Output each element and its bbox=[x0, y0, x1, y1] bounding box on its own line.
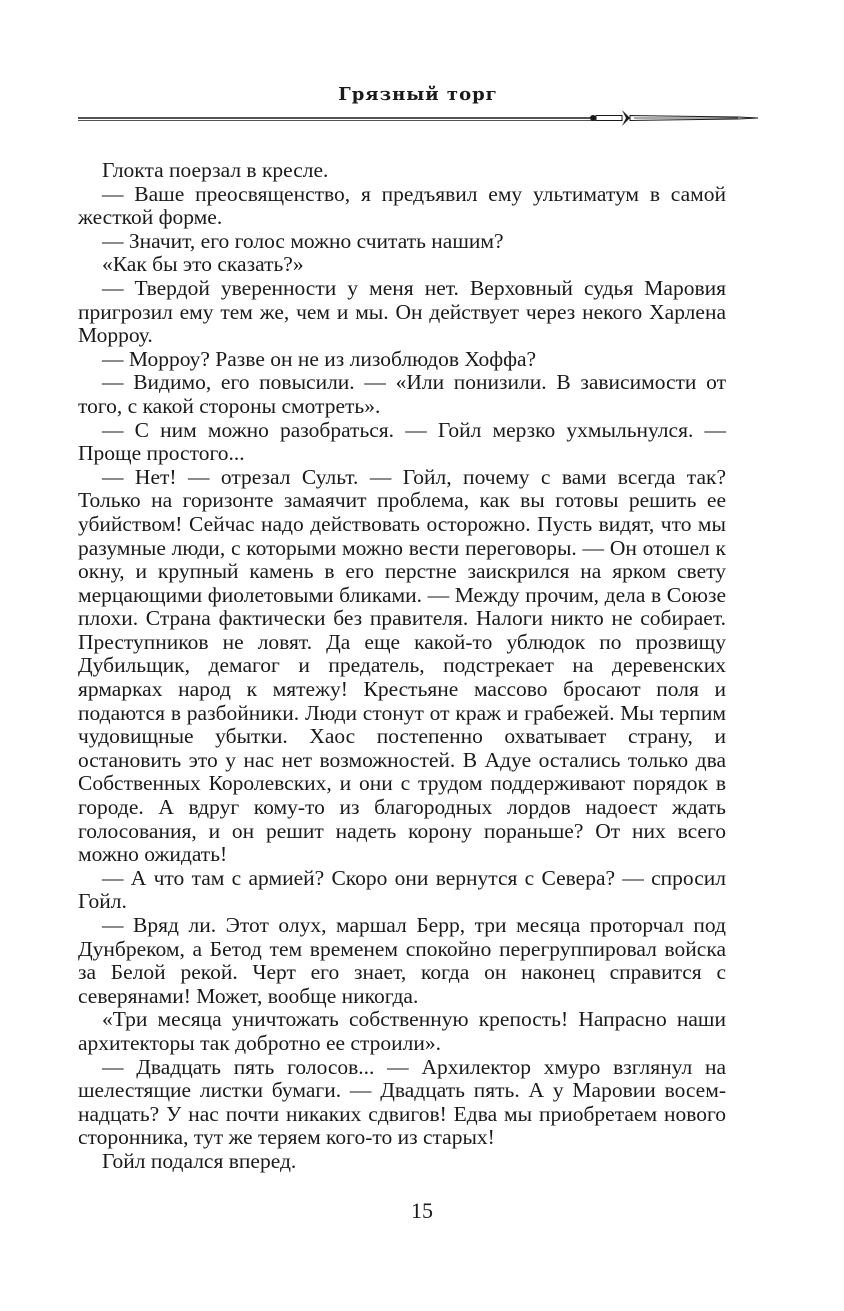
page-header bbox=[78, 82, 758, 132]
paragraph: — А что там с армией? Скоро они вернутся с Севера? — спросил Гойл. bbox=[78, 865, 726, 914]
paragraph: — Твердой уверенности у меня нет. Верховный судья Маровия пригрозил ему тем же, чем и мы. Он действует через некого Харлена Морроу. bbox=[78, 275, 726, 348]
paragraph: «Три месяца уничтожать собственную крепость! Напрасно наши архитекторы так добротно ее строили». bbox=[78, 1007, 726, 1055]
paragraph: «Как бы это сказать?» bbox=[102, 252, 304, 277]
paragraph: — С ним можно разобраться. — Гойл мерзко ухмыльнулся. — Проще простого... bbox=[78, 417, 726, 466]
paragraph: — Вряд ли. Этот олух, маршал Берр, три месяца проторчал под Дунбреком, а Бетод тем временем спокойно перегруппировал войска за Белой рекой. Черт его знает, когда он наконец справится с северянами! Может, вообще никогда. bbox=[78, 913, 726, 1008]
paragraph: — Ваше преосвященство, я предъявил ему ультиматум в самой жесткой форме. bbox=[78, 181, 726, 230]
sword-grip bbox=[596, 116, 622, 121]
paragraph: Гойл подался вперед. bbox=[102, 1148, 297, 1173]
paragraph: Глокта поерзал в кресле. bbox=[102, 158, 329, 182]
running-title: Грязный торг bbox=[338, 84, 498, 105]
page-number: 15 bbox=[411, 1198, 433, 1223]
paragraph: — Двадцать пять голосов... — Архилектор хмуро взглянул на шелестящие листки бумаги. — Двадцать пять. А у Маровии восемнадцать? У нас почти никаких сдвигов! Едва мы приобретаем нового сторонника, тут же теряем кого-то из старых! bbox=[78, 1054, 726, 1150]
paragraph: — Видимо, его повысили. — «Или понизили. В зависимости от того, с какой стороны смотреть». bbox=[78, 370, 726, 418]
body-text bbox=[78, 159, 726, 1174]
sword-rule-ornament bbox=[78, 110, 758, 126]
sword-guard bbox=[622, 110, 630, 126]
paragraph: — Значит, его голос можно считать нашим? bbox=[102, 228, 504, 253]
sword-pommel bbox=[590, 115, 596, 121]
paragraph: — Морроу? Разве он не из лизоблюдов Хоффа? bbox=[102, 346, 537, 371]
paragraph: — Нет! — отрезал Сульт. — Гойл, почему с вами всегда так? Только на горизонте замаячит проблема, как вы готовы решить ее убийством! Сейчас надо действовать осторожно. Пусть видят, что мы разумные люди, с которыми можно вести переговоры. — Он отошел к окну, и крупный камень в его перстне заискрился на ярком свету мерцающими фиолетовыми бликами. — Между прочим, дела в Союзе плохи. Страна фактически без правителя. Налоги никто не собирает. Преступников не ловят. Да еще какой-то ублюдок по прозвищу Дубильщик, демагог и предатель, подстрекает на деревенских ярмарках народ к мятежу! Крестьяне массово бросают поля и подаются в разбойники. Люди стонут от краж и грабежей. Мы терпим чудовищные убытки. Хаос постепенно охватывает страну, и остановить это у нас нет возможностей. В Адуе остались только два Собственных Королевских, и они с трудом поддерживают порядок в городе. А вдруг кому-то из благородных лордов надоест ждать голосования, и он решит надеть корону пораньше? От них всего можно ожидать! bbox=[78, 464, 726, 867]
